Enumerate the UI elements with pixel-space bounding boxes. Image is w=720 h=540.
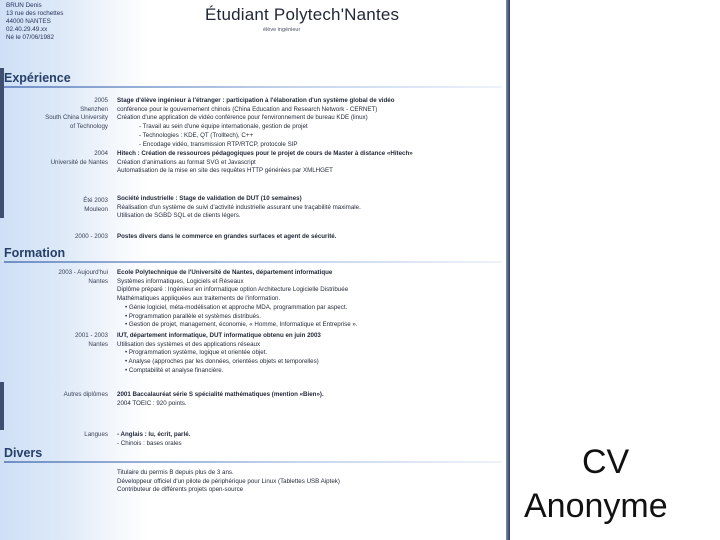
entry-line: • Analyse (approches par les données, orientées objets et temporelles) xyxy=(125,358,319,366)
entry-description xyxy=(117,150,503,176)
entry-line: Stage d'élève ingénieur à l'étranger : participation à l'élaboration d'un système global de vidéo xyxy=(117,97,395,104)
entry-line: - Anglais : lu, écrit, parlé. xyxy=(117,431,191,438)
entry-side-line: Shenzhen xyxy=(80,105,108,113)
section-heading-experience: Expérience xyxy=(4,71,71,85)
entry-side-line: Langues xyxy=(84,431,108,438)
address-line: 44000 NANTES xyxy=(6,18,51,25)
entry-line: 2004 TOEIC : 920 points. xyxy=(117,399,187,407)
cv-title: Étudiant Polytech'Nantes xyxy=(205,5,400,24)
divers-line: Contributeur de différents projets open-source xyxy=(117,486,244,494)
entry-date-place xyxy=(8,431,108,440)
entry-line: Utilisation de SGBD SQL et de clients légers. xyxy=(117,212,241,220)
section-heading-formation: Formation xyxy=(4,246,66,260)
section-rule xyxy=(4,461,502,463)
entry-side-line: Été 2003 xyxy=(83,197,108,204)
entry-description xyxy=(117,332,503,376)
section-rule xyxy=(4,261,502,263)
page-edge xyxy=(506,0,510,540)
entry-description xyxy=(117,195,503,221)
address-line: 13 rue des rochettes xyxy=(6,10,64,17)
entry-line: IUT, département informatique, DUT informatique obtenu en juin 2003 xyxy=(117,332,321,339)
entry-side-line: Nantes xyxy=(88,340,108,348)
section-heading-divers: Divers xyxy=(4,446,43,460)
entry-side-line: 2005 xyxy=(94,97,108,104)
entry-line: Automatisation de la mise en site des requêtes HTTP générées par XMLHGET xyxy=(117,167,333,175)
entry-date-place xyxy=(8,97,108,132)
entry-line: conférence pour le gouvernement chinois (China Education and Research Network - CERNET) xyxy=(117,105,378,113)
entry-line: - Chinois : bases orales xyxy=(117,439,182,447)
entry-description xyxy=(117,97,503,149)
entry-line: • Génie logiciel, méta-modélisation et approche MDA, programmation par aspect. xyxy=(125,303,348,311)
entry-date-place xyxy=(8,269,108,286)
entry-side-line: Université de Nantes xyxy=(50,158,108,166)
entry-line: - Travail au sein d'une équipe internationale, gestion de projet xyxy=(139,123,308,131)
left-accent-bar xyxy=(0,68,4,218)
entry-side-line: 2001 - 2003 xyxy=(74,332,108,339)
divers-description xyxy=(117,469,503,495)
anonyme-label: Anonyme xyxy=(524,487,668,525)
entry-line: Mathématiques appliquées aux traitements de l'information. xyxy=(117,295,281,303)
entry-side-line: 2003 - Aujourd'hui xyxy=(58,269,108,276)
entry-line: Réalisation d'un système de suivi d'activité industrielle assurant une traçabilité maximale. xyxy=(117,203,361,211)
entry-side-line: of Technology xyxy=(69,123,108,131)
left-accent-bar xyxy=(0,382,4,430)
entry-line: 2001 Baccalauréat série S spécialité mathématiques (mention «Bien»). xyxy=(117,391,324,398)
entry-line: Création d'une application de vidéo conférence pour l'environnement de bureau KDE (linux) xyxy=(117,114,368,122)
entry-line: École Polytechnique de l'Université de Nantes, département informatique xyxy=(117,269,333,276)
entry-date-place xyxy=(8,332,108,349)
entry-date-place xyxy=(8,233,108,242)
entry-description xyxy=(117,233,503,242)
entry-side-line: 2004 xyxy=(94,150,108,157)
entry-line: • Comptabilité et analyse financière. xyxy=(125,366,224,374)
entry-line: • Gestion de projet, management, économie, « Homme, Informatique et Entreprise ». xyxy=(125,321,358,329)
entry-line: Hitech : Création de ressources pédagogiques pour le projet de cours de Master à distance «Hitech» xyxy=(117,150,413,157)
entry-side-line: Mouleon xyxy=(84,205,108,213)
entry-line: • Programmation système, logique et orientée objet. xyxy=(125,349,268,357)
address-line: Né le 07/06/1982 xyxy=(6,34,54,41)
entry-line: • Programmation parallèle et systèmes distribués. xyxy=(125,312,261,320)
entry-line: Société industrielle : Stage de validation de DUT (10 semaines) xyxy=(117,195,302,202)
entry-side-line: Autres diplômes xyxy=(63,391,108,398)
entry-line: Postes divers dans le commerce en grandes surfaces et agent de sécurité. xyxy=(117,233,337,240)
entry-line: - Technologies : KDE, QT (Trolltech), C++ xyxy=(139,131,254,139)
entry-date-place xyxy=(8,197,108,214)
entry-side-line: South China University xyxy=(45,114,108,122)
entry-line: Création d'animations au format SVG et Javascript xyxy=(117,158,256,166)
entry-date-place xyxy=(8,150,108,167)
entry-date-place xyxy=(8,391,108,400)
entry-line: Systèmes informatiques, Logiciels et Réseaux xyxy=(117,277,244,285)
address-line: BRUN Denis xyxy=(6,2,42,9)
entry-side-line: 2000 - 2003 xyxy=(74,233,108,240)
entry-description xyxy=(117,269,503,330)
entry-description xyxy=(117,431,503,448)
divers-line: Développeur officiel d'un pilote de périphérique pour Linux (Tablettes USB Aiptek) xyxy=(117,477,340,485)
section-rule xyxy=(4,86,502,88)
entry-line: - Encodage vidéo, transmission RTP/RTCP, protocole SIP xyxy=(139,140,298,148)
address-line: 02.40.29.49.xx xyxy=(6,26,48,33)
entry-side-line: Nantes xyxy=(88,277,108,285)
entry-line: Utilisation des systèmes et des applications réseaux xyxy=(117,340,261,348)
entry-line: Diplôme préparé : Ingénieur en informatique option Architecture Logicielle Distribuée xyxy=(117,286,349,294)
cv-subtitle: élève ingénieur xyxy=(263,27,301,33)
entry-description xyxy=(117,391,503,408)
divers-line: Titulaire du permis B depuis plus de 3 ans. xyxy=(117,469,234,476)
cv-label: CV xyxy=(582,443,630,481)
